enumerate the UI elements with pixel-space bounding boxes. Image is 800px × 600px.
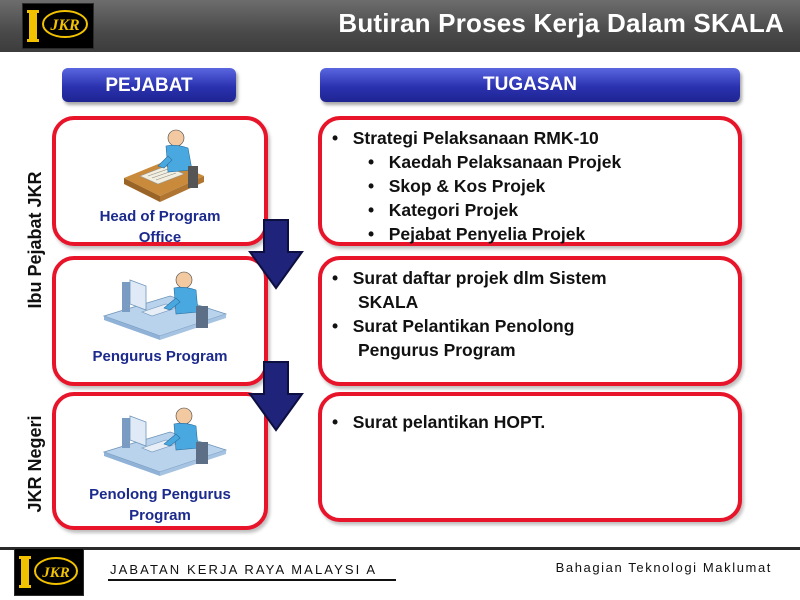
bullet-icon: •: [332, 128, 353, 148]
page-title: Butiran Proses Kerja Dalam SKALA: [338, 8, 784, 38]
side-label-ibu-pejabat: Ibu Pejabat JKR: [25, 171, 45, 309]
office-label: Penolong Pengurus Program: [89, 486, 231, 524]
footer-division: Bahagian Teknologi Maklumat: [555, 560, 772, 575]
bullet-icon: •: [368, 152, 389, 172]
task-bullet: • Strategi Pelaksanaan RMK-10: [332, 128, 599, 148]
person-at-computer-icon: [100, 266, 230, 342]
task-box: [318, 256, 742, 386]
office-label: Head of Program Office: [99, 208, 221, 246]
task-list: [332, 410, 732, 434]
task-sub-bullet: • Pejabat Penyelia Projek: [368, 224, 586, 244]
office-box: [52, 392, 268, 530]
task-sub-bullet: • Kategori Projek: [368, 200, 519, 220]
jkr-logo: [22, 3, 94, 49]
bullet-icon: •: [332, 316, 353, 336]
task-box: [318, 116, 742, 246]
down-arrow-icon: [248, 360, 304, 432]
person-at-desk-icon: [118, 126, 208, 204]
task-box: [318, 392, 742, 522]
task-bullet-continuation: SKALA: [358, 292, 419, 312]
task-sub-bullet: • Skop & Kos Projek: [368, 176, 546, 196]
task-bullet: • Surat Pelantikan Penolong: [332, 316, 575, 336]
side-label-jkr-negeri: JKR Negeri: [25, 415, 45, 513]
task-list: [332, 126, 732, 246]
svg-text:JKR: JKR: [42, 565, 70, 581]
office-box: [52, 116, 268, 246]
footer-divider: [0, 547, 800, 550]
jkr-footer-logo: [14, 548, 84, 596]
footer-organization: JABATAN KERJA RAYA MALAYSI A: [110, 562, 378, 577]
jkr-logo-icon: [23, 4, 93, 48]
bullet-icon: •: [368, 200, 389, 220]
down-arrow-icon: [248, 218, 304, 290]
office-box: [52, 256, 268, 386]
task-bullet: • Surat pelantikan HOPT.: [332, 412, 546, 432]
bullet-icon: •: [332, 412, 353, 432]
jkr-logo-icon: [15, 549, 83, 595]
task-bullet: • Surat daftar projek dlm Sistem: [332, 268, 607, 288]
column-header-pejabat: PEJABAT: [62, 68, 236, 102]
office-label: Pengurus Program: [92, 348, 228, 365]
bullet-icon: •: [368, 176, 389, 196]
column-header-tugasan: TUGASAN: [320, 68, 740, 102]
task-bullet-continuation: Pengurus Program: [358, 340, 516, 360]
bullet-icon: •: [332, 268, 353, 288]
bullet-icon: •: [368, 224, 389, 244]
task-sub-bullet: • Kaedah Pelaksanaan Projek: [368, 152, 622, 172]
task-list: [332, 266, 732, 362]
svg-text:JKR: JKR: [50, 17, 80, 34]
footer-underline: [108, 579, 396, 581]
person-at-computer-icon: [100, 402, 230, 478]
